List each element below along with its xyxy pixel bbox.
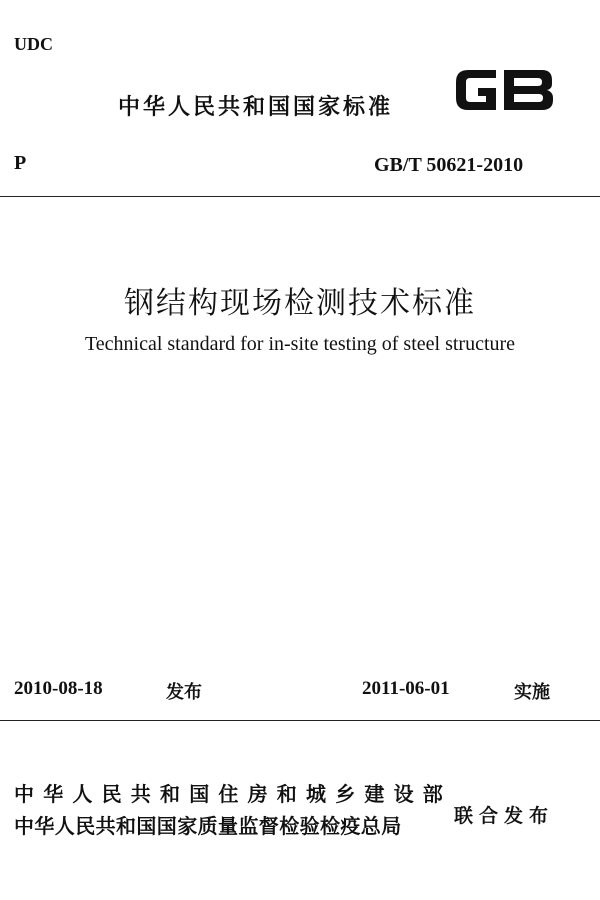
issue-date: 2010-08-18 — [14, 678, 103, 699]
implementation-label: 实施 — [514, 682, 550, 703]
category-code: P — [14, 152, 27, 174]
issuer-ministry-housing: 中华人民共和国住房和城乡建设部 — [14, 782, 452, 806]
bottom-divider — [0, 720, 600, 721]
title-chinese: 钢结构现场检测技术标准 — [124, 286, 476, 321]
national-standard-heading: 中华人民共和国国家标准 — [118, 95, 394, 120]
gb-logo — [446, 60, 562, 118]
implementation-date: 2011-06-01 — [362, 678, 450, 699]
top-divider — [0, 196, 600, 197]
standard-number: GB/T 50621-2010 — [374, 154, 524, 176]
udc-label: UDC — [14, 34, 53, 54]
joint-issue-label: 联合发布 — [454, 805, 555, 827]
title-english: Technical standard for in-site testing of steel structure — [84, 333, 516, 355]
issue-label: 发布 — [166, 682, 202, 703]
issuer-aqsiq: 中华人民共和国国家质量监督检验检疫总局 — [14, 814, 402, 838]
